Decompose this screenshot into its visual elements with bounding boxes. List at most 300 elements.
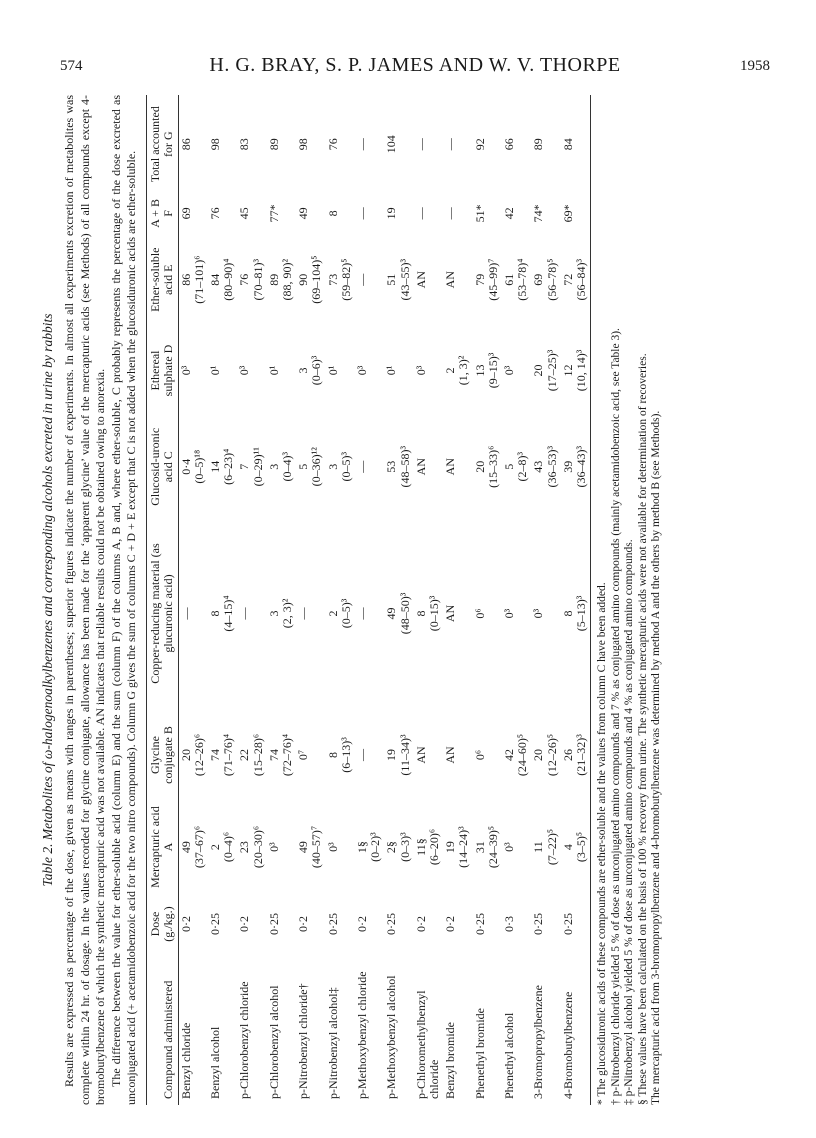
- cell-value: 69*: [560, 204, 575, 223]
- cell-value: 8: [560, 610, 575, 617]
- column-header: Compound administered: [146, 955, 178, 1105]
- cell-range: (5–13)³: [573, 595, 588, 632]
- table-cell: [531, 233, 560, 326]
- table-cell: [502, 802, 531, 893]
- table-cell: [296, 95, 325, 193]
- cell-value: 0¹: [384, 365, 399, 376]
- cell-value: 43: [531, 460, 546, 473]
- table-cell: [237, 233, 266, 326]
- table-cell: [473, 326, 502, 415]
- table-cell: [237, 193, 266, 233]
- cell-value: 31: [472, 841, 487, 854]
- cell-range: (12–26)⁵: [544, 733, 559, 777]
- table-cell: [355, 326, 384, 415]
- table-cell: [296, 233, 325, 326]
- cell-value: 26: [560, 748, 575, 761]
- cell-value: 92: [472, 138, 487, 151]
- cell-value: 0³: [501, 365, 516, 376]
- cell-range: (0–2)³: [368, 832, 383, 862]
- cell-value: 76: [237, 273, 252, 286]
- cell-range: (15–33)⁶: [485, 445, 500, 488]
- cell-value: 72: [560, 273, 575, 286]
- cell-range: (1, 3)²: [456, 355, 471, 386]
- cell-range: (53–78)⁴: [515, 258, 530, 301]
- cell-range: (59–82)⁵: [338, 258, 353, 301]
- cell-value: —: [354, 273, 369, 286]
- table-cell: [267, 415, 296, 519]
- compound-name: 3-Bromopropylbenzene: [531, 985, 546, 1099]
- cell-range: (0–6)³: [309, 355, 324, 386]
- table-cell: [502, 193, 531, 233]
- compound-name: p-Methoxybenzyl alcohol: [384, 975, 399, 1099]
- table-row: [531, 95, 560, 1105]
- cell-range: (43–55)³: [397, 258, 412, 301]
- cell-range: (48–50)³: [397, 592, 412, 635]
- cell-range: (40–57)⁷: [309, 825, 324, 869]
- cell-range: (36–53)³: [544, 445, 559, 488]
- table-cell: [414, 519, 443, 709]
- compound-name: p-Nitrobenzyl alcohol‡: [325, 987, 340, 1099]
- cell-range: (7–22)⁵: [544, 828, 559, 866]
- cell-value: —: [296, 607, 311, 620]
- cell-value: 0³: [325, 842, 340, 852]
- table-cell: [208, 193, 237, 233]
- table-cell: [443, 95, 472, 193]
- cell-value: 0³: [266, 842, 281, 852]
- cell-value: 49: [296, 841, 311, 854]
- cell-value: 49: [384, 607, 399, 620]
- page-header: [60, 52, 770, 82]
- cell-value: AN: [443, 271, 458, 289]
- cell-value: AN: [413, 746, 428, 764]
- cell-value: 0³: [237, 365, 252, 376]
- cell-value: 20: [531, 748, 546, 761]
- cell-range: (36–43)³: [573, 445, 588, 488]
- table-note: Results are expressed as percentage of the dose, given as means with ranges in parentheses; superior figures indicate the number of experiments. In almost all experiments excretion of metabolites was complete within 24 hr. of dosage. In the values recorded for glycine conjugate, allowance has been made for the ‘apparent glycine’ value of the mercapturic acids (see Methods) of all compounds except 4-bromobutylbenzene of which the synthetic mercapturic acid was not available. AN indicates that reliable results could not be obtained owing to anorexia.: [62, 95, 107, 1105]
- table-cell: [355, 708, 384, 801]
- cell-value: 3: [296, 367, 311, 374]
- cell-value: 53: [384, 460, 399, 473]
- cell-value: 2§: [384, 841, 399, 854]
- column-header: Dose (g./kg.): [146, 893, 178, 956]
- table-notes: [62, 95, 140, 1105]
- cell-value: 42: [501, 748, 516, 761]
- table-cell: [296, 802, 325, 893]
- cell-value: 20: [472, 460, 487, 473]
- cell-range: (70–81)³: [250, 258, 265, 301]
- table-row: [296, 95, 325, 1105]
- table-cell: [267, 95, 296, 193]
- cell-value: 89: [266, 273, 281, 286]
- cell-range: (0–36)¹²: [309, 447, 324, 487]
- dose-value: 0·25: [207, 913, 222, 936]
- cell-value: 42: [501, 207, 516, 220]
- table-cell: [326, 193, 355, 233]
- cell-value: 0⁶: [472, 608, 487, 619]
- cell-value: 74: [266, 748, 281, 761]
- dose-value: 0·2: [237, 916, 252, 933]
- cell-value: 3: [266, 610, 281, 617]
- cell-value: 0⁶: [472, 749, 487, 761]
- compound-name: p-Nitrobenzyl chloride†: [296, 983, 311, 1099]
- cell-value: 4: [560, 844, 575, 851]
- table-cell: [267, 519, 296, 709]
- table-header-row: [146, 95, 178, 1105]
- table-cell: [531, 708, 560, 801]
- cell-range: (80–90)⁴: [221, 258, 236, 301]
- cell-range: (2–8)³: [515, 451, 530, 482]
- table-cell: [178, 519, 208, 709]
- table-cell: [237, 519, 266, 709]
- cell-value: 0³: [178, 365, 193, 376]
- cell-range: (15–28)⁶: [250, 733, 265, 777]
- table-cell: [178, 708, 208, 801]
- table-cell: [531, 519, 560, 709]
- cell-value: 73: [325, 273, 340, 286]
- table-cell: [473, 519, 502, 709]
- table-cell: [296, 519, 325, 709]
- table-cell: [561, 415, 591, 519]
- page-number: 574: [60, 58, 83, 74]
- table-cell: [443, 233, 472, 326]
- cell-value: —: [354, 207, 369, 220]
- cell-range: (45–99)⁷: [485, 258, 500, 301]
- cell-range: (3–5)⁵: [573, 831, 588, 863]
- table-cell: [561, 233, 591, 326]
- cell-value: 8: [325, 751, 340, 758]
- cell-range: (0–5)¹⁸: [191, 449, 206, 484]
- dose-value: 0·25: [472, 913, 487, 936]
- cell-value: —: [354, 748, 369, 761]
- cell-value: 0³: [501, 608, 516, 619]
- cell-value: 22: [237, 748, 252, 761]
- table-cell: [443, 519, 472, 709]
- table-row: [355, 95, 384, 1105]
- table-cell: [208, 233, 237, 326]
- cell-value: 98: [296, 138, 311, 151]
- table-cell: [355, 519, 384, 709]
- cell-value: 76: [207, 207, 222, 220]
- compound-name: Benzyl chloride: [178, 1022, 193, 1099]
- column-header: Mercapturic acid A: [146, 802, 178, 893]
- column-header: Ethereal sulphate D: [146, 326, 178, 415]
- table-cell: [326, 415, 355, 519]
- table-cell: [208, 519, 237, 709]
- table-cell: [296, 415, 325, 519]
- table-cell: [561, 708, 591, 801]
- table-cell: [326, 708, 355, 801]
- table-row: [443, 95, 472, 1105]
- dose-value: 0·2: [413, 916, 428, 933]
- table-cell: [208, 708, 237, 801]
- compound-name: Phenethyl bromide: [472, 1008, 487, 1099]
- table-cell: [237, 326, 266, 415]
- table-cell: [443, 802, 472, 893]
- cell-value: 8: [413, 610, 428, 617]
- cell-range: (71–76)⁴: [221, 733, 236, 777]
- cell-value: 0³: [531, 608, 546, 619]
- footnote: The mercapturic acid from 3-bromopropylbenzene and 4-bromobutylbenzene was determined by method A and the others by method B (see Methods).: [650, 410, 663, 1105]
- cell-range: (21–32)³: [573, 734, 588, 776]
- cell-value: 12: [560, 364, 575, 377]
- table-cell: [326, 519, 355, 709]
- cell-value: 76: [325, 138, 340, 151]
- cell-range: (11–34)³: [397, 734, 412, 776]
- cell-value: 45: [237, 207, 252, 220]
- table-row: [326, 95, 355, 1105]
- dose-value: 0·2: [296, 916, 311, 933]
- table-cell: [414, 326, 443, 415]
- table-row: [473, 95, 502, 1105]
- journal-year: 1958: [740, 58, 770, 74]
- cell-value: 5: [501, 463, 516, 470]
- cell-value: 2: [325, 610, 340, 617]
- table-cell: [267, 193, 296, 233]
- table-cell: [237, 415, 266, 519]
- cell-value: 86: [178, 138, 193, 151]
- table-cell: [473, 415, 502, 519]
- cell-value: —: [354, 460, 369, 473]
- cell-value: 0⁷: [296, 749, 311, 761]
- table-cell: [414, 415, 443, 519]
- column-header: A + B F: [146, 193, 178, 233]
- table-cell: [502, 95, 531, 193]
- compound-name: Benzyl alcohol: [207, 1026, 222, 1099]
- table-cell: [384, 519, 413, 709]
- table-cell: [443, 708, 472, 801]
- cell-range: (56–78)⁵: [544, 258, 559, 301]
- cell-range: (2, 3)²: [279, 598, 294, 629]
- cell-value: 2: [443, 367, 458, 374]
- table-cell: [208, 802, 237, 893]
- table-cell: [178, 415, 208, 519]
- cell-range: (72–76)⁴: [279, 733, 294, 777]
- table-cell: [531, 95, 560, 193]
- table-cell: [178, 802, 208, 893]
- table-cell: [384, 95, 413, 193]
- footnote: ‡ p-Nitrobenzyl alcohol yielded 5 % of dose as unconjugated amino compounds and 4 % as conjugated amino compounds.: [623, 539, 636, 1105]
- cell-value: 0¹: [207, 365, 222, 376]
- table-cell: [384, 233, 413, 326]
- cell-value: 104: [384, 135, 399, 154]
- cell-range: (0–4)³: [279, 451, 294, 482]
- dose-value: 0·2: [178, 916, 193, 933]
- cell-value: 84: [207, 273, 222, 286]
- cell-range: (56–84)³: [573, 258, 588, 301]
- cell-range: (6–13)³: [338, 737, 353, 773]
- compound-name: Phenethyl alcohol: [501, 1012, 516, 1099]
- cell-value: 39: [560, 460, 575, 473]
- cell-value: 0¹: [266, 365, 281, 376]
- metabolites-table: [146, 95, 592, 1105]
- cell-value: —: [237, 607, 252, 620]
- cell-value: 84: [560, 138, 575, 151]
- table-cell: [296, 326, 325, 415]
- footnote: § These values have been calculated on the basis of 100 % recovery from urine. The synthetic mercapturic acids were not available for determination of recoveries.: [636, 353, 649, 1105]
- cell-value: 77*: [266, 204, 281, 223]
- compound-name: p-Chloromethylbenzyl chloride: [413, 990, 441, 1099]
- column-header: Total accounted for G: [146, 95, 178, 193]
- running-head: H. G. BRAY, S. P. JAMES AND W. V. THORPE: [209, 54, 621, 76]
- table-cell: [384, 708, 413, 801]
- cell-value: 19: [384, 207, 399, 220]
- table-cell: [502, 233, 531, 326]
- table-row: [237, 95, 266, 1105]
- table-cell: [267, 708, 296, 801]
- table-row: [178, 95, 208, 1105]
- table-cell: [473, 708, 502, 801]
- table-row: [561, 95, 591, 1105]
- table-cell: [414, 708, 443, 801]
- cell-range: (0–5)³: [338, 451, 353, 482]
- cell-value: AN: [443, 458, 458, 476]
- cell-value: 8: [325, 210, 340, 217]
- cell-range: (12–26)⁶: [191, 733, 206, 777]
- dose-value: 0·25: [531, 913, 546, 936]
- table-footnotes: [596, 95, 664, 1105]
- cell-value: 3: [325, 463, 340, 470]
- cell-value: 19: [384, 748, 399, 761]
- cell-value: 49: [296, 207, 311, 220]
- table-row: [267, 95, 296, 1105]
- cell-value: 5: [296, 463, 311, 470]
- dose-value: 0·25: [561, 893, 591, 956]
- cell-range: (6–20)⁶: [426, 828, 441, 866]
- table-row: [384, 95, 413, 1105]
- table-cell: [414, 233, 443, 326]
- cell-value: 61: [501, 273, 516, 286]
- table-cell: [355, 193, 384, 233]
- cell-value: 51*: [472, 204, 487, 223]
- cell-value: 69: [531, 273, 546, 286]
- cell-value: 66: [501, 138, 516, 151]
- cell-value: —: [443, 138, 458, 151]
- table-cell: [561, 519, 591, 709]
- table-cell: [414, 95, 443, 193]
- table-cell: [473, 95, 502, 193]
- cell-value: —: [354, 607, 369, 620]
- table-cell: [355, 802, 384, 893]
- footnote: * The glucosiduronic acids of these compounds are ether-soluble and the values from column C have been added.: [596, 582, 609, 1105]
- table-cell: [531, 415, 560, 519]
- cell-value: 89: [531, 138, 546, 151]
- table-cell: [326, 233, 355, 326]
- table-row: [502, 95, 531, 1105]
- table-cell: [178, 326, 208, 415]
- cell-value: 11: [531, 841, 546, 853]
- cell-value: 23: [237, 841, 252, 854]
- dose-value: 0·25: [325, 913, 340, 936]
- cell-range: (0–3)³: [397, 832, 412, 862]
- table-cell: [531, 802, 560, 893]
- cell-value: —: [413, 207, 428, 220]
- table-cell: [296, 193, 325, 233]
- table-cell: [267, 233, 296, 326]
- cell-value: 86: [178, 273, 193, 286]
- cell-value: 19: [443, 841, 458, 854]
- table-cell: [208, 415, 237, 519]
- cell-value: 69: [178, 207, 193, 220]
- cell-range: (69–104)⁵: [309, 255, 324, 304]
- cell-value: —: [178, 607, 193, 620]
- cell-value: 7: [237, 463, 252, 470]
- cell-value: 3: [266, 463, 281, 470]
- cell-value: 0¹: [325, 365, 340, 376]
- table-cell: [502, 519, 531, 709]
- table-cell: [473, 802, 502, 893]
- cell-range: (48–58)³: [397, 445, 412, 488]
- table-cell: [355, 95, 384, 193]
- cell-range: (4–15)⁴: [221, 595, 236, 632]
- column-header: Copper-reducing material (as glucuronic acid): [146, 519, 178, 709]
- cell-range: (6–23)⁴: [221, 448, 236, 485]
- table-cell: [208, 95, 237, 193]
- cell-range: (14–24)³: [456, 826, 471, 868]
- cell-range: (24–39)⁵: [485, 825, 500, 869]
- table-cell: [384, 415, 413, 519]
- cell-value: 89: [266, 138, 281, 151]
- cell-value: 0·4: [178, 458, 193, 475]
- cell-range: (24–60)⁵: [515, 733, 530, 777]
- column-header: Ether-soluble acid E: [146, 233, 178, 326]
- compound-name: Benzyl bromide: [443, 1022, 458, 1099]
- table-cell: [414, 193, 443, 233]
- table-cell: [237, 95, 266, 193]
- table-cell: [178, 95, 208, 193]
- footnote: † p-Nitrobenzyl chloride yielded 5 % of dose as unconjugated amino compounds and 7 % as conjugated amino compounds (mainly acetamidobenzoic acid, see Table 3).: [609, 328, 622, 1105]
- dose-value: 0·2: [354, 916, 369, 933]
- compound-name: p-Chlorobenzyl chloride: [237, 981, 252, 1099]
- cell-value: 74: [207, 748, 222, 761]
- cell-range: (0–5)³: [338, 598, 353, 629]
- table-row: [414, 95, 443, 1105]
- table-cell: [561, 193, 591, 233]
- cell-value: AN: [443, 604, 458, 623]
- table-cell: [267, 326, 296, 415]
- cell-range: (10, 14)³: [573, 349, 588, 392]
- table-row: [208, 95, 237, 1105]
- table-note: The difference between the value for ether-soluble acid (column E) and the sum (column F) of the columns A, B and, where ether-soluble, C probably represents the percentage of the dose excreted as unconjugated acid (+ acetamidobenzoic acid for the two nitro compounds). Column G gives the sum of columns C + D + E except that C is not added when the glucosiduronic acids are ether-soluble.: [108, 95, 138, 1105]
- cell-value: 1§: [354, 841, 369, 854]
- cell-value: 11§: [413, 838, 428, 856]
- cell-range: (20–30)⁶: [250, 825, 265, 869]
- cell-value: —: [413, 138, 428, 151]
- table-cell: [473, 193, 502, 233]
- table-cell: [355, 233, 384, 326]
- cell-range: (0–15)³: [426, 595, 441, 632]
- cell-value: 20: [178, 748, 193, 761]
- table-cell: [384, 326, 413, 415]
- dose-value: 0·25: [266, 913, 281, 936]
- table-cell: [267, 802, 296, 893]
- cell-value: 74*: [531, 204, 546, 223]
- table-cell: [502, 326, 531, 415]
- table-cell: [326, 802, 355, 893]
- table-cell: [178, 193, 208, 233]
- cell-value: 83: [237, 138, 252, 151]
- rotated-table-block: [40, 95, 730, 1105]
- table-cell: [561, 802, 591, 893]
- compound-name: 4-Bromobutylbenzene: [561, 955, 591, 1105]
- table-cell: [237, 708, 266, 801]
- cell-range: (0–29)¹¹: [250, 447, 265, 487]
- cell-value: 0³: [413, 365, 428, 376]
- table-cell: [296, 708, 325, 801]
- compound-name: p-Chlorobenzyl alcohol: [266, 985, 281, 1099]
- cell-value: AN: [413, 458, 428, 476]
- column-header: Glycine conjugate B: [146, 708, 178, 801]
- cell-range: (17–25)³: [544, 349, 559, 392]
